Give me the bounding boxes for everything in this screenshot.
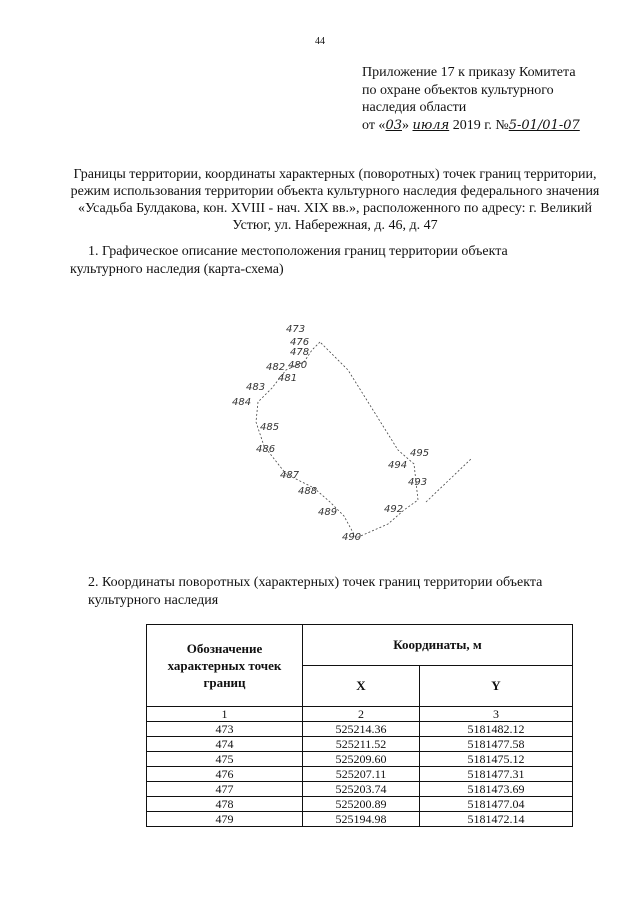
cell-point: 477 — [147, 782, 303, 797]
cell-x: 525211.52 — [303, 737, 420, 752]
cell-point: 475 — [147, 752, 303, 767]
table-row — [147, 782, 573, 797]
date-mid: » — [401, 117, 409, 133]
cell-y: 5181482.12 — [420, 722, 573, 737]
date-day: 03 — [385, 117, 402, 133]
section-2-title — [88, 574, 608, 610]
point-490: 490 — [342, 532, 362, 543]
appendix-date-line — [362, 117, 637, 135]
cell-point: 473 — [147, 722, 303, 737]
section-2-line-1: 2. Координаты поворотных (характерных) точек границ территории объекта — [88, 575, 543, 590]
cell-x: 525194.98 — [303, 812, 420, 827]
cell-y: 5181473.69 — [420, 782, 573, 797]
point-492: 492 — [384, 504, 404, 515]
cell-x: 525214.36 — [303, 722, 420, 737]
table-row — [147, 812, 573, 827]
cell-y: 5181477.04 — [420, 797, 573, 812]
section-1-title — [70, 243, 600, 279]
table-row — [147, 797, 573, 812]
point-485: 485 — [260, 422, 280, 433]
cell-x: 525209.60 — [303, 752, 420, 767]
section-2-line-2: культурного наследия — [88, 593, 219, 608]
appendix-line-3: наследия области — [362, 100, 467, 115]
table-row — [147, 767, 573, 782]
order-number: 5-01/01-07 — [508, 117, 580, 133]
section-1-line-1: 1. Графическое описание местоположения границ территории объекта — [88, 244, 508, 259]
date-month: июля — [412, 117, 450, 133]
cell-point: 474 — [147, 737, 303, 752]
header-designation: Обозначение характерных точек границ — [147, 625, 303, 707]
table-row — [147, 737, 573, 752]
point-473: 473 — [286, 324, 306, 335]
appendix-line-1: Приложение 17 к приказу Комитета — [362, 65, 576, 80]
col-number-1: 1 — [147, 707, 303, 722]
appendix-block — [362, 64, 637, 134]
date-prefix: от « — [362, 117, 386, 133]
coordinates-table — [146, 624, 573, 827]
point-482: 482 — [266, 362, 286, 373]
cell-x: 525200.89 — [303, 797, 420, 812]
point-488: 488 — [298, 486, 318, 497]
point-484: 484 — [232, 397, 252, 408]
point-476: 476 — [290, 337, 310, 348]
table-row — [147, 752, 573, 767]
point-487: 487 — [280, 470, 300, 481]
point-478: 478 — [290, 347, 310, 358]
point-495: 495 — [410, 448, 430, 459]
section-1-line-2: культурного наследия (карта-схема) — [70, 262, 284, 277]
point-494: 494 — [388, 460, 408, 471]
cell-y: 5181475.12 — [420, 752, 573, 767]
header-x: X — [303, 666, 420, 707]
point-481: 481 — [278, 373, 298, 384]
col-number-2: 2 — [303, 707, 420, 722]
map-point-labels — [232, 324, 429, 543]
cell-point: 476 — [147, 767, 303, 782]
boundary-map-scheme — [228, 310, 488, 550]
cell-x: 525207.11 — [303, 767, 420, 782]
cell-x: 525203.74 — [303, 782, 420, 797]
page-number: 44 — [315, 36, 325, 47]
appendix-line-2: по охране объектов культурного — [362, 82, 554, 98]
document-heading: Границы территории, координаты характерных (поворотных) точек границ территории, режим использования территории объекта культурного наследия федерального значения «Усадьба Булдакова, кон. XVIII - нач. XIX вв.», расположенного по адресу: г. Великий Устюг, ул. Набережная, д. 46, д. 47 — [70, 167, 600, 233]
point-480: 480 — [288, 360, 308, 371]
date-year: 2019 г. № — [452, 117, 509, 133]
header-coordinates: Координаты, м — [303, 625, 573, 666]
point-486: 486 — [256, 444, 276, 455]
table-column-numbers — [147, 707, 573, 722]
cell-y: 5181472.14 — [420, 812, 573, 827]
cell-point: 478 — [147, 797, 303, 812]
point-493: 493 — [408, 477, 428, 488]
col-number-3: 3 — [420, 707, 573, 722]
table-row — [147, 722, 573, 737]
point-489: 489 — [318, 507, 338, 518]
header-y: Y — [420, 666, 573, 707]
table-header-row — [147, 625, 573, 666]
cell-y: 5181477.31 — [420, 767, 573, 782]
cell-y: 5181477.58 — [420, 737, 573, 752]
point-483: 483 — [246, 382, 266, 393]
dashed-line — [426, 458, 472, 502]
cell-point: 479 — [147, 812, 303, 827]
